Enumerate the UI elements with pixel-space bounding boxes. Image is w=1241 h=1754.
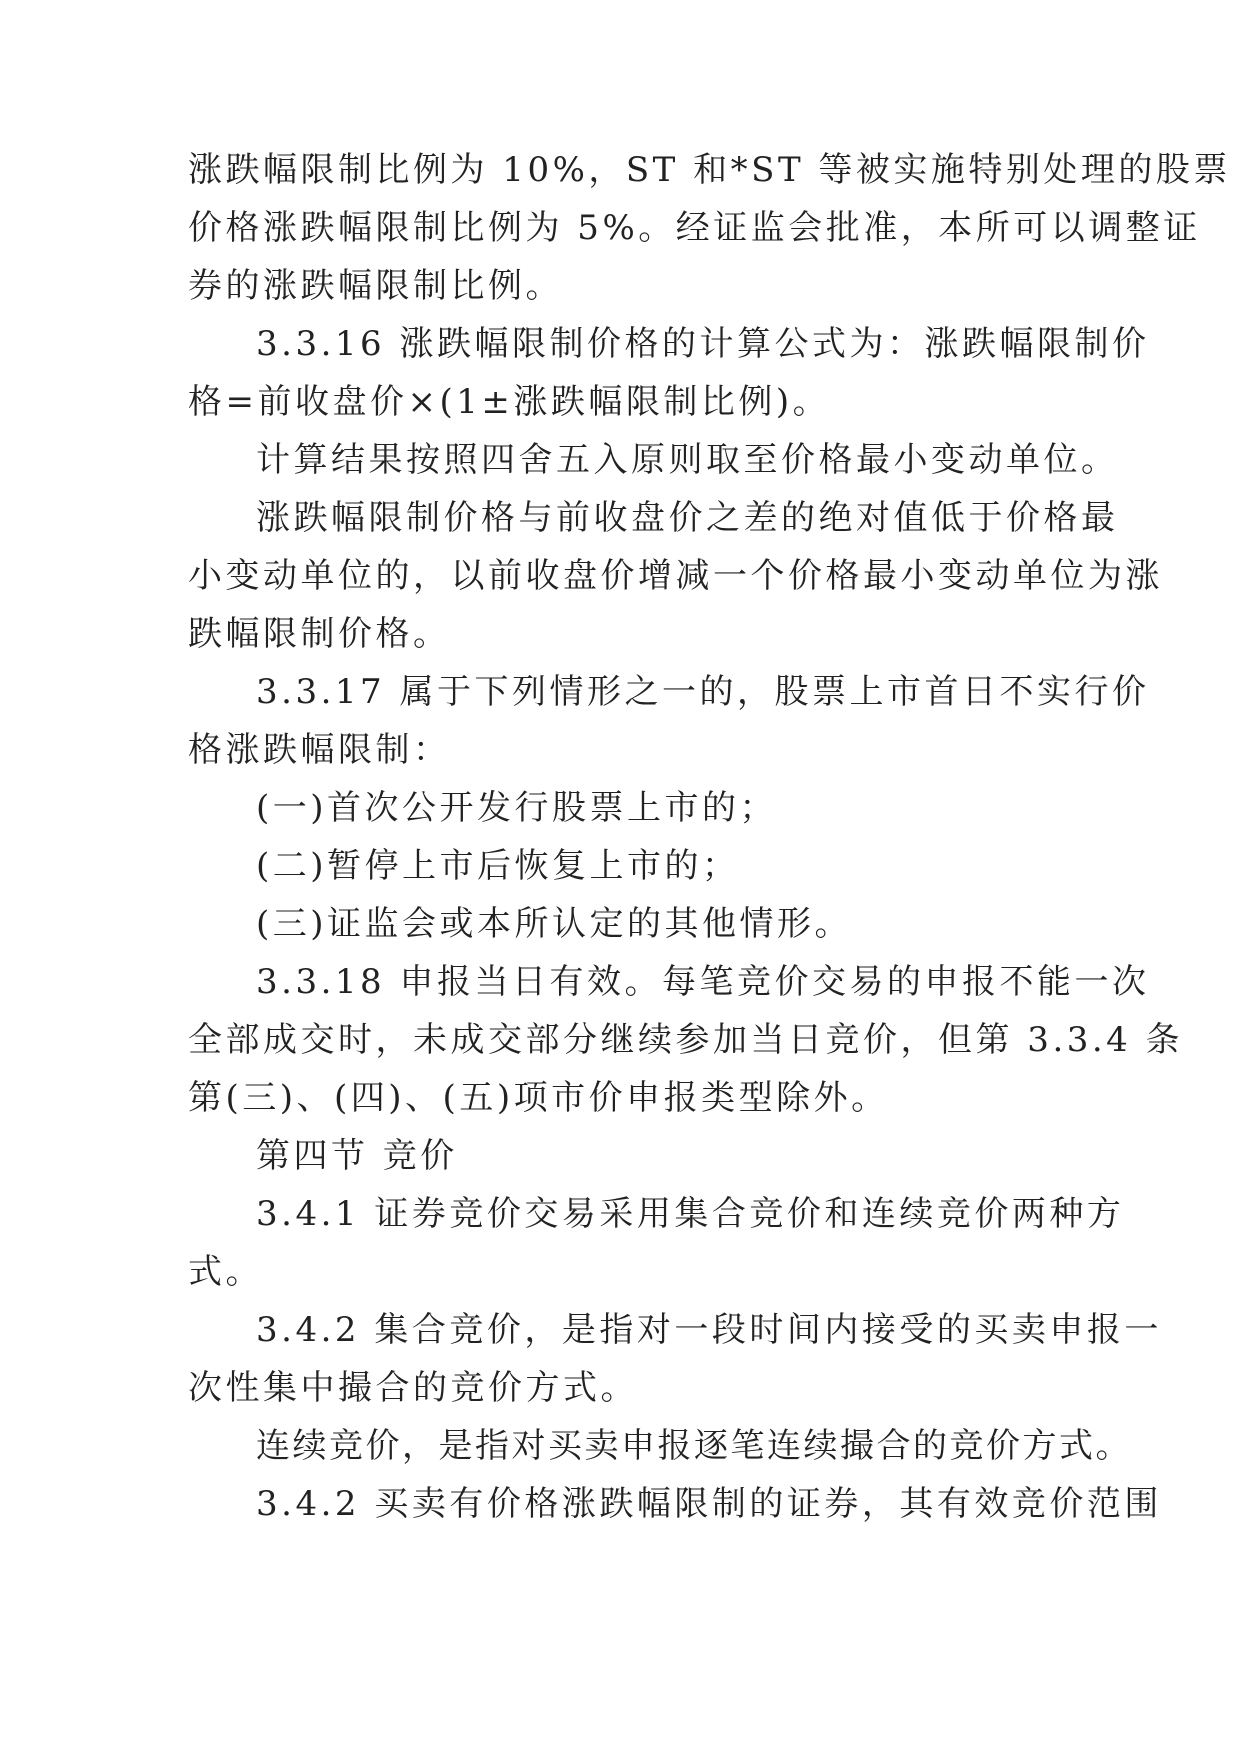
text-line-21: 3.4.2 集合竞价，是指对一段时间内接受的买卖申报一 [256, 1310, 1162, 1350]
text-line-12: (一)首次公开发行股票上市的； [256, 788, 778, 828]
text-line-7: 涨跌幅限制价格与前收盘价之差的绝对值低于价格最 [256, 498, 1119, 538]
text-line-14: (三)证监会或本所认定的其他情形。 [256, 904, 853, 944]
text-line-16: 全部成交时，未成交部分继续参加当日竞价，但第 3.3.4 条 [188, 1020, 1184, 1060]
text-line-1: 涨跌幅限制比例为 10%，ST 和*ST 等被实施特别处理的股票 [188, 150, 1231, 190]
text-line-17: 第(三)、(四)、(五)项市价申报类型除外。 [188, 1078, 889, 1118]
text-line-10: 3.3.17 属于下列情形之一的，股票上市首日不实行价 [256, 672, 1150, 712]
text-line-15: 3.3.18 申报当日有效。每笔竞价交易的申报不能一次 [256, 962, 1150, 1002]
text-line-11: 格涨跌幅限制： [188, 730, 451, 770]
text-line-3: 券的涨跌幅限制比例。 [188, 266, 563, 306]
text-line-9: 跌幅限制价格。 [188, 614, 451, 654]
text-line-8: 小变动单位的，以前收盘价增减一个价格最小变动单位为涨 [188, 556, 1163, 596]
text-line-24: 3.4.2 买卖有价格涨跌幅限制的证券，其有效竞价范围 [256, 1484, 1162, 1524]
text-line-5: 格=前收盘价×(1±涨跌幅限制比例)。 [188, 382, 831, 422]
text-line-22: 次性集中撮合的竞价方式。 [188, 1368, 638, 1408]
text-line-4: 3.3.16 涨跌幅限制价格的计算公式为：涨跌幅限制价 [256, 324, 1150, 364]
text-line-20: 式。 [188, 1252, 263, 1292]
text-line-2: 价格涨跌幅限制比例为 5%。经证监会批准，本所可以调整证 [188, 208, 1201, 248]
text-line-19: 3.4.1 证券竞价交易采用集合竞价和连续竞价两种方 [256, 1194, 1125, 1234]
section-heading: 第四节 竞价 [256, 1136, 458, 1176]
text-line-13: (二)暂停上市后恢复上市的； [256, 846, 740, 886]
text-line-23: 连续竞价，是指对买卖申报逐笔连续撮合的竞价方式。 [256, 1426, 1132, 1466]
text-line-6: 计算结果按照四舍五入原则取至价格最小变动单位。 [256, 440, 1119, 480]
